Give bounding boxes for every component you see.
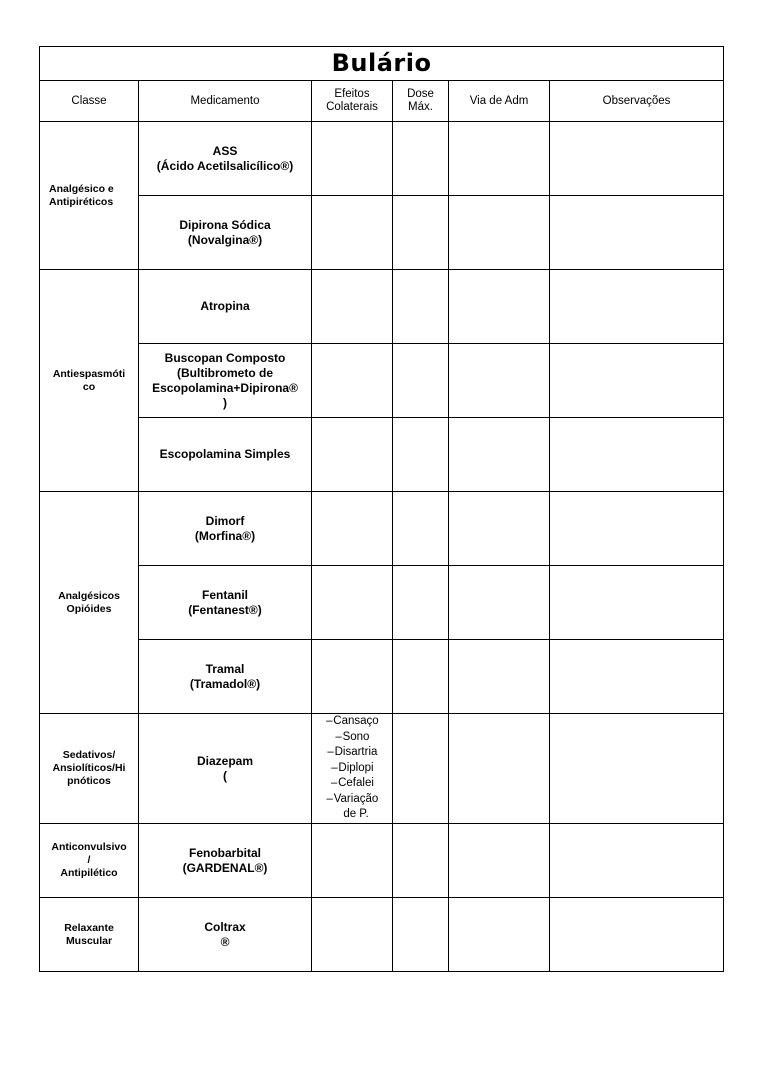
table-row [40,344,724,418]
table-row [40,418,724,492]
class-anticonvulsivo: Anticonvulsivo / Antipilético [40,824,139,898]
cell-efeitos [312,640,393,714]
class-opioides: Analgésicos Opióides [40,492,139,714]
cell-dose [393,344,449,418]
cell-via [449,122,550,196]
cell-efeitos [312,566,393,640]
cell-obs [550,196,724,270]
cell-efeitos [312,122,393,196]
cell-efeitos [312,492,393,566]
class-analgesico: Analgésico e Antipiréticos [40,122,139,270]
class-antiespasmotico: Antiespasmóti co [40,270,139,492]
med-dimorf: Dimorf (Morfina®) [139,492,312,566]
cell-obs [550,270,724,344]
cell-efeitos [312,418,393,492]
cell-obs [550,344,724,418]
header-classe: Classe [40,81,139,122]
cell-via [449,714,550,824]
cell-dose [393,492,449,566]
table-row [40,714,724,824]
list-item: –Variação de P. [326,792,379,821]
med-escopolamina: Escopolamina Simples [139,418,312,492]
header-row [40,81,724,122]
med-buscopan: Buscopan Composto (Bultibrometo de Escopolamina+Dipirona® ) [139,344,312,418]
cell-efeitos-diazepam [312,714,393,824]
med-coltrax: Coltrax ® [139,898,312,972]
header-dose: Dose Máx. [393,81,449,122]
cell-obs [550,714,724,824]
header-efeitos: Efeitos Colaterais [312,81,393,122]
table-row [40,122,724,196]
cell-dose [393,418,449,492]
cell-efeitos [312,898,393,972]
med-tramal: Tramal (Tramadol®) [139,640,312,714]
header-observacoes: Observações [550,81,724,122]
table-row [40,566,724,640]
med-dipirona: Dipirona Sódica (Novalgina®) [139,196,312,270]
cell-via [449,640,550,714]
cell-obs [550,640,724,714]
cell-obs [550,122,724,196]
med-ass: ASS (Ácido Acetilsalicílico®) [139,122,312,196]
list-item: –Diplopi [331,761,374,774]
cell-via [449,898,550,972]
list-item: –Sono [335,730,370,743]
table-title: Bulário [40,47,724,81]
cell-via [449,418,550,492]
cell-via [449,824,550,898]
cell-efeitos [312,196,393,270]
med-atropina: Atropina [139,270,312,344]
cell-efeitos [312,824,393,898]
header-via: Via de Adm [449,81,550,122]
effects-list [312,714,392,823]
cell-obs [550,566,724,640]
cell-via [449,344,550,418]
cell-efeitos [312,344,393,418]
cell-obs [550,418,724,492]
cell-dose [393,196,449,270]
cell-via [449,566,550,640]
header-medicamento: Medicamento [139,81,312,122]
cell-dose [393,640,449,714]
cell-obs [550,492,724,566]
table-row [40,492,724,566]
cell-dose [393,566,449,640]
table-row [40,196,724,270]
list-item: –Cansaço [326,715,379,728]
cell-efeitos [312,270,393,344]
table-row [40,270,724,344]
cell-via [449,196,550,270]
cell-dose [393,898,449,972]
class-relaxante: Relaxante Muscular [40,898,139,972]
table-row [40,898,724,972]
cell-dose [393,824,449,898]
list-item: –Disartria [327,746,378,759]
cell-dose [393,714,449,824]
table-row [40,640,724,714]
table-row [40,824,724,898]
cell-dose [393,270,449,344]
med-fentanil: Fentanil (Fentanest®) [139,566,312,640]
cell-via [449,492,550,566]
bulario-table [39,46,724,972]
class-sedativos: Sedativos/ Ansiolíticos/Hi pnóticos [40,714,139,824]
list-item: –Cefalei [330,777,374,790]
cell-obs [550,898,724,972]
cell-dose [393,122,449,196]
cell-obs [550,824,724,898]
med-fenobarbital: Fenobarbital (GARDENAL®) [139,824,312,898]
med-diazepam: Diazepam ( [139,714,312,824]
cell-via [449,270,550,344]
